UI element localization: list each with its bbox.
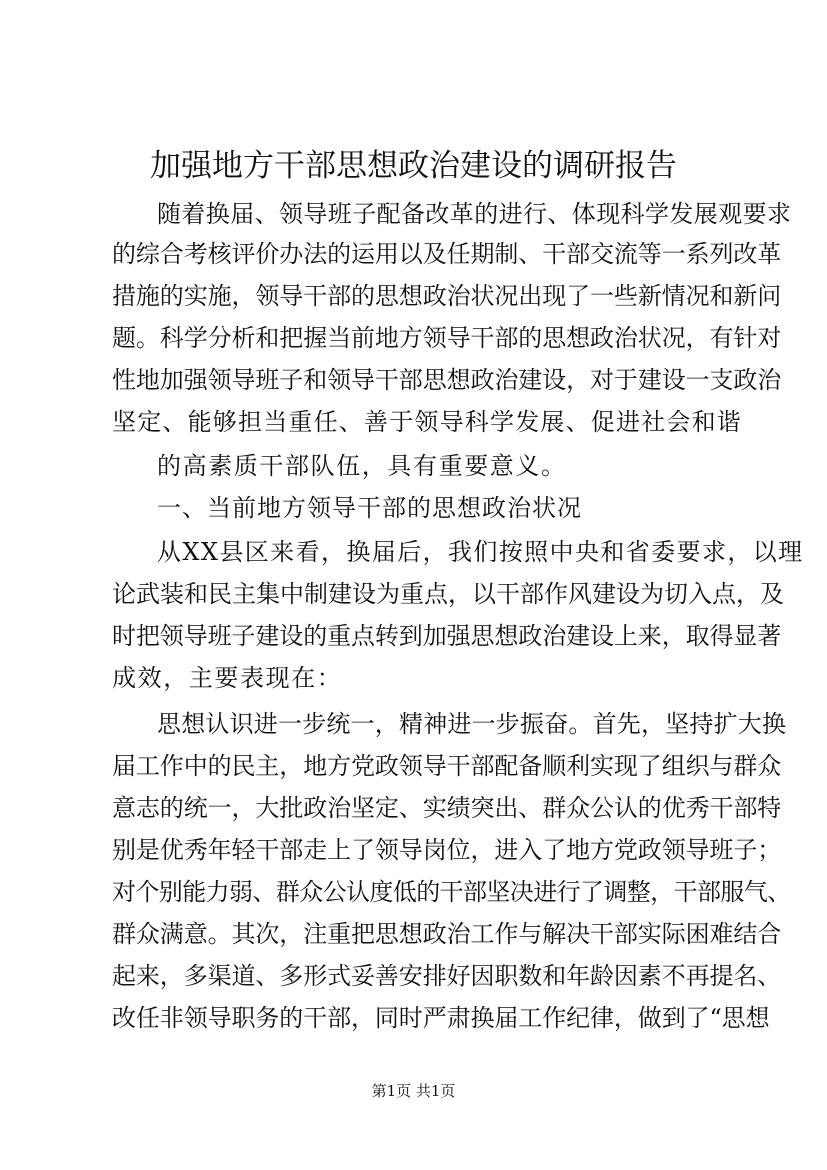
text-line-9: 从XX县区来看，换届后，我们按照中央和省委要求，以理 bbox=[157, 538, 804, 566]
text-line-3: 措施的实施，领导干部的思想政治状况出现了一些新情况和新问 bbox=[112, 282, 782, 310]
page-footer: 第1页 共1页 bbox=[371, 1082, 456, 1100]
text-line-5: 性地加强领导班子和领导干部思想政治建设，对于建设一支政治 bbox=[112, 366, 782, 394]
text-line-17: 对个别能力弱、群众公认度低的干部坚决进行了调整，干部服气、 bbox=[112, 878, 791, 906]
text-line-4: 题。科学分析和把握当前地方领导干部的思想政治状况，有针对 bbox=[112, 324, 782, 352]
text-line-15: 意志的统一，大批政治坚定、实绩突出、群众公认的优秀干部特 bbox=[112, 794, 782, 822]
text-line-13: 思想认识进一步统一，精神进一步振奋。首先，坚持扩大换 bbox=[157, 710, 787, 738]
text-line-14: 届工作中的民主，地方党政领导干部配备顺利实现了组织与群众 bbox=[112, 752, 782, 780]
text-line-1: 随着换届、领导班子配备改革的进行、体现科学发展观要求 bbox=[157, 200, 792, 228]
text-line-12: 成效，主要表现在： bbox=[112, 664, 343, 692]
text-line-7: 的高素质干部队伍，具有重要意义。 bbox=[157, 452, 567, 480]
text-line-2: 的综合考核评价办法的运用以及任期制、干部交流等一系列改革 bbox=[112, 240, 782, 268]
text-line-6: 坚定、能够担当重任、善于领导科学发展、促进社会和谐 bbox=[112, 408, 742, 436]
section-heading: 一、当前地方领导干部的思想政治状况 bbox=[157, 494, 582, 522]
text-line-19: 起来，多渠道、多形式妥善安排好因职数和年龄因素不再提名、 bbox=[112, 962, 782, 990]
text-line-16: 别是优秀年轻干部走上了领导岗位，进入了地方党政领导班子； bbox=[112, 836, 782, 864]
text-line-11: 时把领导班子建设的重点转到加强思想政治建设上来，取得显著 bbox=[112, 622, 782, 650]
document-title: 加强地方干部思想政治建设的调研报告 bbox=[150, 148, 677, 184]
text-line-20: 改任非领导职务的干部，同时严肃换届工作纪律，做到了“思想 bbox=[112, 1004, 770, 1032]
text-line-18: 群众满意。其次，注重把思想政治工作与解决干部实际困难结合 bbox=[112, 920, 782, 948]
text-line-10: 论武装和民主集中制建设为重点，以干部作风建设为切入点，及 bbox=[112, 580, 784, 608]
